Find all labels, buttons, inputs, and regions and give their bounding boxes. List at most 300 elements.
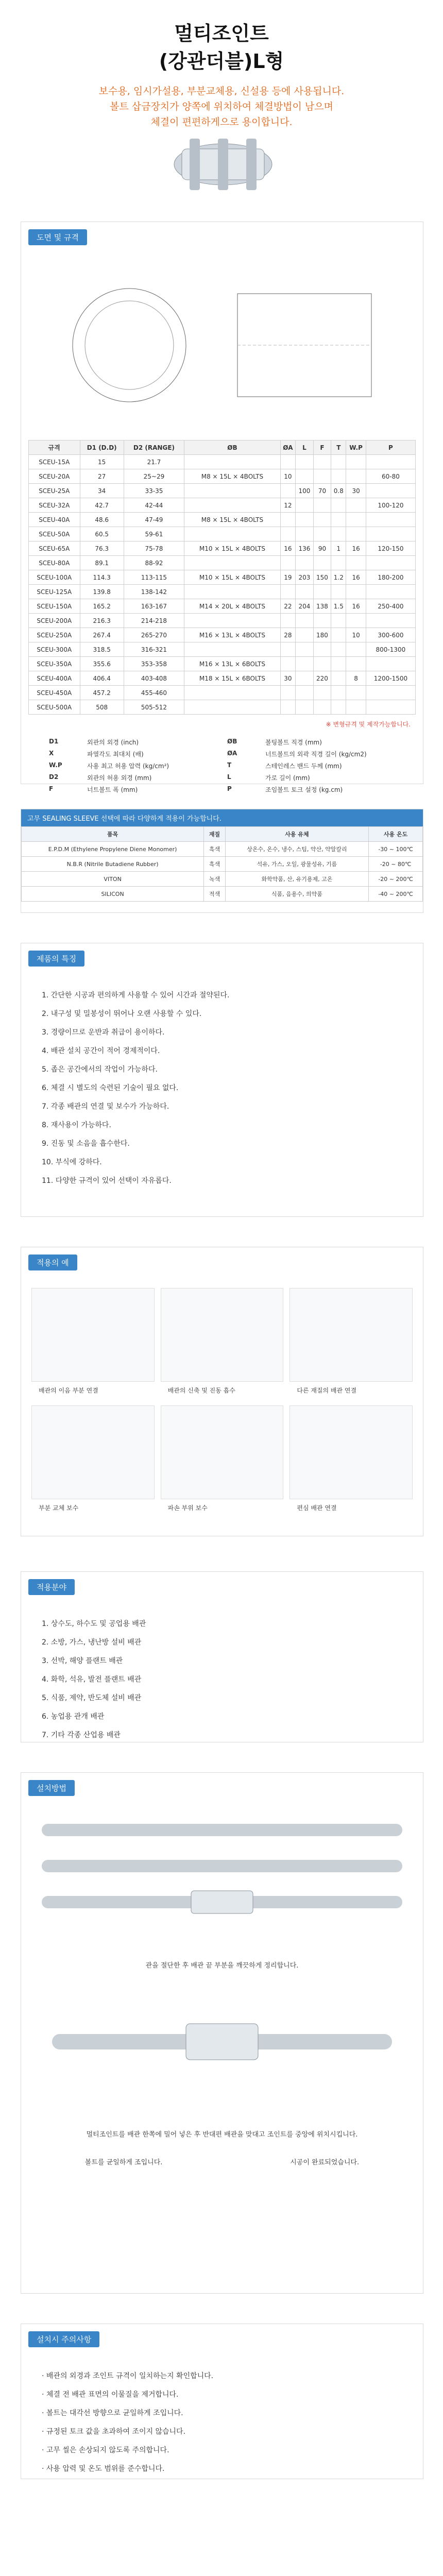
spec-cell — [331, 614, 346, 628]
spec-cell: 353-358 — [124, 657, 184, 671]
spec-cell: 1200-1500 — [366, 671, 415, 686]
usage-card — [161, 1405, 284, 1517]
spec-cell: 28 — [280, 628, 295, 642]
spec-cell: 76.3 — [80, 541, 124, 556]
spec-cell: SCEU-65A — [29, 541, 80, 556]
spec-cell: 47-49 — [124, 513, 184, 527]
spec-cell — [331, 700, 346, 715]
spec-note: ※ 변형규격 및 제작가능합니다. — [326, 721, 411, 728]
usage-illustration — [289, 1288, 413, 1382]
legend-item — [49, 773, 217, 782]
spec-cell — [296, 686, 314, 700]
list-item: 4. 화학, 석유, 발전 플랜트 배관 — [42, 1675, 142, 1684]
spec-cell: 30 — [346, 484, 366, 498]
legend-value: 파열각도 최대치 (배) — [87, 751, 144, 758]
usage-caption: 파손 부위 보수 — [167, 1504, 208, 1512]
spec-cell — [331, 513, 346, 527]
spec-cell: M16 × 13L × 6BOLTS — [184, 657, 281, 671]
legend-key: D1 — [49, 738, 59, 745]
list-item: 2. 소방, 가스, 냉난방 설비 배관 — [42, 1638, 142, 1647]
spec-col-header: W.P — [346, 440, 366, 455]
legend-item — [227, 761, 395, 770]
usage-grid — [21, 1278, 423, 1527]
spec-cell — [296, 671, 314, 686]
list-item: 3. 경량이므로 운반과 취급이 용이하다. — [42, 1028, 165, 1037]
spec-cell: 163-167 — [124, 599, 184, 614]
spec-col-header: F — [313, 440, 331, 455]
spec-cell — [296, 642, 314, 657]
spec-cell — [366, 484, 415, 498]
spec-cell — [331, 628, 346, 642]
material-cell: 상온수, 온수, 냉수, 스팀, 약산, 약알칼리 — [225, 842, 368, 857]
list-item: 6. 체결 시 별도의 숙련된 기술이 필요 없다. — [42, 1084, 179, 1092]
material-cell: VITON — [22, 872, 204, 887]
legend-item — [227, 738, 395, 747]
spec-cell: 21.7 — [124, 455, 184, 469]
spec-cell: 34 — [80, 484, 124, 498]
material-header: 고무 SEALING SLEEVE 선택에 따라 다양하게 적용이 가능합니다. — [21, 809, 423, 826]
spec-cell: 88-92 — [124, 556, 184, 570]
spec-cell — [296, 628, 314, 642]
intro-text — [0, 83, 443, 130]
spec-col-header: L — [296, 440, 314, 455]
legend-item — [227, 773, 395, 782]
spec-cell: 180 — [313, 628, 331, 642]
spec-cell: 15 — [80, 455, 124, 469]
spec-cell — [331, 556, 346, 570]
legend-item — [49, 785, 217, 794]
spec-cell: 75-78 — [124, 541, 184, 556]
table-row — [29, 642, 416, 657]
spec-cell — [184, 527, 281, 541]
spec-cell: 113-115 — [124, 570, 184, 585]
spec-cell — [331, 469, 346, 484]
spec-cell — [366, 614, 415, 628]
spec-cell: 12 — [280, 498, 295, 513]
section-tag: 도면 및 규격 — [28, 229, 87, 245]
spec-cell — [184, 642, 281, 657]
spec-cell: SCEU-20A — [29, 469, 80, 484]
table-row — [29, 628, 416, 642]
spec-cell: 100 — [296, 484, 314, 498]
spec-cell: 138 — [313, 599, 331, 614]
usage-section — [21, 1247, 423, 1536]
spec-cell — [346, 657, 366, 671]
spec-cell: SCEU-80A — [29, 556, 80, 570]
spec-drawing — [21, 252, 423, 438]
usage-illustration — [31, 1405, 155, 1499]
table-row — [29, 585, 416, 599]
usage-illustration — [31, 1288, 155, 1382]
spec-cell: 250-400 — [366, 599, 415, 614]
legend-key: ØA — [227, 750, 237, 757]
list-item: · 체결 전 배관 표면의 이물질을 제거합니다. — [42, 2391, 179, 2399]
usage-caption: 편심 배관 연결 — [297, 1504, 337, 1512]
material-cell: -20 ~ 80℃ — [369, 857, 423, 872]
spec-cell: 355.6 — [80, 657, 124, 671]
intro-line: 볼트 삽금장치가 양쪽에 위치하여 체결방법이 남으며 — [110, 101, 333, 112]
spec-cell — [366, 556, 415, 570]
material-cell: 화학약품, 산, 유기용제, 고온 — [225, 872, 368, 887]
spec-cell: 120-150 — [366, 541, 415, 556]
spec-cell: 10 — [280, 469, 295, 484]
spec-cell — [346, 455, 366, 469]
spec-col-header: P — [366, 440, 415, 455]
list-item: 7. 기타 각종 산업용 배관 — [42, 1731, 121, 1739]
material-cell: 식품, 음용수, 의약품 — [225, 887, 368, 902]
spec-cell — [313, 614, 331, 628]
list-item: 3. 선박, 해양 플랜트 배관 — [42, 1657, 123, 1665]
spec-cell — [313, 657, 331, 671]
spec-cell: SCEU-50A — [29, 527, 80, 541]
legend-value: 사용 최고 허용 압력 (kg/cm²) — [87, 762, 169, 770]
spec-cell: 16 — [346, 570, 366, 585]
material-cell: 석유, 가스, 오일, 광물성유, 기름 — [225, 857, 368, 872]
list-item: 8. 재사용이 가능하다. — [42, 1121, 111, 1129]
table-row — [22, 887, 423, 902]
spec-cell — [296, 657, 314, 671]
list-item: 5. 좁은 공간에서의 작업이 가능하다. — [42, 1065, 158, 1074]
table-row — [29, 556, 416, 570]
spec-col-header: D1 (D.D) — [80, 440, 124, 455]
spec-cell: 33-35 — [124, 484, 184, 498]
page-title-line2: (강관더블)L형 — [159, 50, 284, 73]
spec-cell — [313, 469, 331, 484]
spec-cell — [280, 585, 295, 599]
spec-cell: 1.5 — [331, 599, 346, 614]
spec-cell — [366, 455, 415, 469]
material-cell: E.P.D.M (Ethylene Propylene Diene Monomer) — [22, 842, 204, 857]
list-item: 9. 진동 및 소음을 흡수한다. — [42, 1140, 130, 1148]
spec-cell: 48.6 — [80, 513, 124, 527]
list-item: 2. 내구성 및 밀봉성이 뛰어나 오랜 사용할 수 있다. — [42, 1010, 202, 1018]
legend-value: 너트볼트의 외곽 직경 길이 (kg/cm2) — [265, 751, 367, 758]
material-col-header: 사용 유체 — [225, 827, 368, 842]
install-end-caption: 시공이 완료되었습니다. — [290, 2159, 360, 2166]
spec-cell: 90 — [313, 541, 331, 556]
legend-key: ØB — [227, 738, 237, 745]
spec-cell — [280, 455, 295, 469]
legend-key: X — [49, 750, 54, 757]
table-row — [29, 599, 416, 614]
spec-cell — [296, 556, 314, 570]
spec-cell — [184, 614, 281, 628]
spec-cell: 267.4 — [80, 628, 124, 642]
spec-cell: 16 — [280, 541, 295, 556]
table-row — [29, 455, 416, 469]
spec-cell: 150 — [313, 570, 331, 585]
table-row — [29, 700, 416, 715]
spec-cell: M14 × 20L × 4BOLTS — [184, 599, 281, 614]
spec-cell: 165.2 — [80, 599, 124, 614]
spec-cell: SCEU-125A — [29, 585, 80, 599]
install-caption: 관을 절단한 후 배관 끝 부분을 깨끗하게 정리합니다. — [145, 1962, 299, 1970]
spec-cell — [184, 700, 281, 715]
spec-cell — [331, 671, 346, 686]
material-table — [21, 826, 423, 902]
list-item: · 규정된 토크 값을 초과하여 조이지 않습니다. — [42, 2428, 186, 2436]
spec-cell — [313, 700, 331, 715]
usage-card — [31, 1405, 155, 1517]
list-item: · 배관의 외경과 조인트 규격이 일치하는지 확인합니다. — [42, 2372, 214, 2380]
spec-cell — [184, 498, 281, 513]
legend-key: P — [227, 785, 232, 792]
caution-list — [21, 2354, 423, 2490]
spec-cell: SCEU-100A — [29, 570, 80, 585]
spec-cell — [296, 469, 314, 484]
spec-cell: 139.8 — [80, 585, 124, 599]
legend-value: 볼팅볼트 직경 (mm) — [265, 739, 322, 746]
spec-cell — [366, 585, 415, 599]
spec-cell: 0.8 — [331, 484, 346, 498]
legend-key: W.P — [49, 761, 62, 769]
legend-value: 조임볼트 토크 설정 (kg.cm) — [265, 786, 343, 793]
legend-value: 가로 길이 (mm) — [265, 774, 310, 782]
spec-cell — [313, 686, 331, 700]
spec-cell — [331, 642, 346, 657]
spec-cell — [313, 585, 331, 599]
spec-col-header: ØB — [184, 440, 281, 455]
spec-col-header: T — [331, 440, 346, 455]
table-row — [29, 614, 416, 628]
legend-item — [227, 785, 395, 794]
table-row — [29, 657, 416, 671]
legend-key: T — [227, 761, 232, 769]
usage-caption: 다른 재질의 배관 연결 — [297, 1387, 357, 1394]
spec-cell: 265-270 — [124, 628, 184, 642]
spec-cell: M16 × 13L × 4BOLTS — [184, 628, 281, 642]
spec-cell — [313, 642, 331, 657]
usage-card — [31, 1288, 155, 1399]
list-item: 5. 식품, 제약, 반도체 설비 배관 — [42, 1694, 142, 1702]
spec-cell — [296, 498, 314, 513]
material-cell: SILICON — [22, 887, 204, 902]
spec-cell: 1.2 — [331, 570, 346, 585]
spec-cell: 42-44 — [124, 498, 184, 513]
material-cell: N.B.R (Nitrile Butadiene Rubber) — [22, 857, 204, 872]
spec-cell: SCEU-500A — [29, 700, 80, 715]
spec-section — [21, 222, 423, 793]
features-list — [21, 974, 423, 1202]
spec-cell — [331, 686, 346, 700]
spec-cell: 455-460 — [124, 686, 184, 700]
spec-cell: 505-512 — [124, 700, 184, 715]
spec-cell: 60-80 — [366, 469, 415, 484]
usage-illustration — [289, 1405, 413, 1499]
list-item: · 고무 씰은 손상되지 않도록 주의합니다. — [42, 2446, 169, 2454]
spec-col-header: ØA — [280, 440, 295, 455]
list-item: 10. 부식에 강하다. — [42, 1158, 102, 1166]
spec-cell — [313, 527, 331, 541]
spec-cell: 403-408 — [124, 671, 184, 686]
spec-cell: 100-120 — [366, 498, 415, 513]
usage-caption: 배관의 신축 및 진동 흡수 — [167, 1387, 235, 1394]
spec-cell: 59-61 — [124, 527, 184, 541]
spec-cell — [280, 484, 295, 498]
material-cell: -30 ~ 100℃ — [369, 842, 423, 857]
spec-cell: 1 — [331, 541, 346, 556]
spec-cell — [366, 700, 415, 715]
table-row — [29, 469, 416, 484]
list-item: 6. 농업용 관개 배관 — [42, 1713, 105, 1721]
spec-cell: 16 — [346, 541, 366, 556]
install-section — [21, 1772, 423, 2294]
intro-line: 보수용, 임시가설용, 부분교체용, 신설용 등에 사용됩니다. — [98, 86, 345, 97]
features-section — [21, 943, 423, 1217]
material-cell: 녹색 — [204, 872, 225, 887]
table-row — [22, 872, 423, 887]
list-item: 1. 간단한 시공과 편의하게 사용할 수 있어 시간과 절약된다. — [42, 991, 230, 999]
spec-cell: M8 × 15L × 4BOLTS — [184, 513, 281, 527]
spec-cell — [346, 700, 366, 715]
spec-cell: 42.7 — [80, 498, 124, 513]
spec-cell — [280, 700, 295, 715]
spec-cell — [280, 657, 295, 671]
spec-cell — [313, 513, 331, 527]
spec-cell: 30 — [280, 671, 295, 686]
table-row — [29, 527, 416, 541]
material-cell: 흑색 — [204, 857, 225, 872]
spec-cell: 457.2 — [80, 686, 124, 700]
material-section — [21, 809, 423, 913]
install-diagram-mid — [21, 1972, 423, 2127]
spec-cell: 216.3 — [80, 614, 124, 628]
spec-cell: 318.5 — [80, 642, 124, 657]
table-row — [29, 498, 416, 513]
legend-item — [49, 738, 217, 747]
spec-cell: SCEU-300A — [29, 642, 80, 657]
legend-item — [227, 750, 395, 758]
material-col-header: 품목 — [22, 827, 204, 842]
spec-cell: M8 × 15L × 4BOLTS — [184, 469, 281, 484]
spec-cell: M10 × 15L × 4BOLTS — [184, 570, 281, 585]
usage-card — [289, 1288, 413, 1399]
spec-cell: 800-1300 — [366, 642, 415, 657]
spec-cell — [331, 657, 346, 671]
spec-cell: 136 — [296, 541, 314, 556]
page-title-line1: 멀티조인트 — [174, 22, 269, 45]
usage-card — [161, 1288, 284, 1399]
spec-cell — [184, 585, 281, 599]
spec-cell — [184, 686, 281, 700]
spec-cell: 204 — [296, 599, 314, 614]
header — [0, 0, 443, 130]
spec-cell — [280, 527, 295, 541]
spec-cell: SCEU-200A — [29, 614, 80, 628]
list-item: 1. 상수도, 하수도 및 공업용 배관 — [42, 1620, 146, 1628]
spec-cell — [366, 657, 415, 671]
spec-cell — [331, 455, 346, 469]
spec-cell: 27 — [80, 469, 124, 484]
spec-cell — [331, 527, 346, 541]
spec-cell — [184, 556, 281, 570]
spec-cell — [313, 455, 331, 469]
spec-cell — [280, 556, 295, 570]
spec-col-header: D2 (RANGE) — [124, 440, 184, 455]
spec-cell — [280, 614, 295, 628]
spec-cell: 10 — [346, 628, 366, 642]
spec-cell — [280, 642, 295, 657]
spec-col-header: 규격 — [29, 440, 80, 455]
spec-cell: 214-218 — [124, 614, 184, 628]
table-row — [29, 513, 416, 527]
apply-list — [21, 1602, 423, 1757]
spec-cell: 180-200 — [366, 570, 415, 585]
table-row — [22, 857, 423, 872]
spec-cell: SCEU-150A — [29, 599, 80, 614]
spec-cell: 203 — [296, 570, 314, 585]
intro-line: 체결이 편편하게으로 용이합니다. — [150, 116, 293, 128]
spec-cell — [331, 498, 346, 513]
spec-cell — [346, 585, 366, 599]
list-item: 7. 각종 배관의 연결 및 보수가 가능하다. — [42, 1103, 169, 1111]
spec-cell — [296, 513, 314, 527]
spec-cell: SCEU-250A — [29, 628, 80, 642]
spec-cell: M10 × 15L × 4BOLTS — [184, 541, 281, 556]
section-tag: 설치방법 — [28, 1780, 75, 1796]
spec-cell: SCEU-15A — [29, 455, 80, 469]
spec-cell: 8 — [346, 671, 366, 686]
spec-cell: 16 — [346, 599, 366, 614]
spec-cell: 138-142 — [124, 585, 184, 599]
spec-cell — [313, 556, 331, 570]
spec-cell: SCEU-40A — [29, 513, 80, 527]
usage-illustration — [161, 1405, 284, 1499]
material-cell: -20 ~ 200℃ — [369, 872, 423, 887]
spec-cell: 19 — [280, 570, 295, 585]
spec-cell — [184, 455, 281, 469]
usage-caption: 배관의 이음 부분 연결 — [39, 1387, 98, 1394]
table-row — [29, 671, 416, 686]
spec-legend — [28, 728, 416, 803]
spec-cell — [296, 700, 314, 715]
legend-value: 너트볼트 폭 (mm) — [87, 786, 138, 793]
spec-cell: SCEU-450A — [29, 686, 80, 700]
spec-cell — [280, 513, 295, 527]
usage-caption: 부분 교체 보수 — [39, 1504, 79, 1512]
section-tag: 적용분야 — [28, 1579, 75, 1595]
list-item: 11. 다양한 규격이 있어 선택이 자유롭다. — [42, 1177, 172, 1185]
spec-cell: 220 — [313, 671, 331, 686]
spec-cell — [280, 686, 295, 700]
spec-cell: 89.1 — [80, 556, 124, 570]
spec-cell: 25~29 — [124, 469, 184, 484]
legend-value: 외관의 외경 (inch) — [87, 739, 139, 746]
spec-cell — [331, 585, 346, 599]
legend-key: L — [227, 773, 231, 781]
spec-cell — [346, 614, 366, 628]
install-diagram-top — [21, 1803, 423, 1958]
spec-cell — [296, 527, 314, 541]
spec-cell: 508 — [80, 700, 124, 715]
spec-cell — [346, 527, 366, 541]
section-tag: 적용의 예 — [28, 1255, 77, 1270]
spec-cell: 300-600 — [366, 628, 415, 642]
spec-cell: M18 × 15L × 6BOLTS — [184, 671, 281, 686]
material-cell: -40 ~ 200℃ — [369, 887, 423, 902]
legend-value: 외관의 허용 외경 (mm) — [87, 774, 152, 782]
table-row — [29, 541, 416, 556]
spec-cell — [366, 686, 415, 700]
spec-cell: SCEU-400A — [29, 671, 80, 686]
table-row — [29, 686, 416, 700]
legend-item — [49, 750, 217, 758]
spec-cell — [366, 527, 415, 541]
install-end-caption: 볼트를 균일하게 조입니다. — [84, 2159, 163, 2166]
material-col-header: 사용 온도 — [369, 827, 423, 842]
list-item: · 볼트는 대각선 방향으로 균일하게 조입니다. — [42, 2409, 183, 2417]
caution-section — [21, 2324, 423, 2479]
